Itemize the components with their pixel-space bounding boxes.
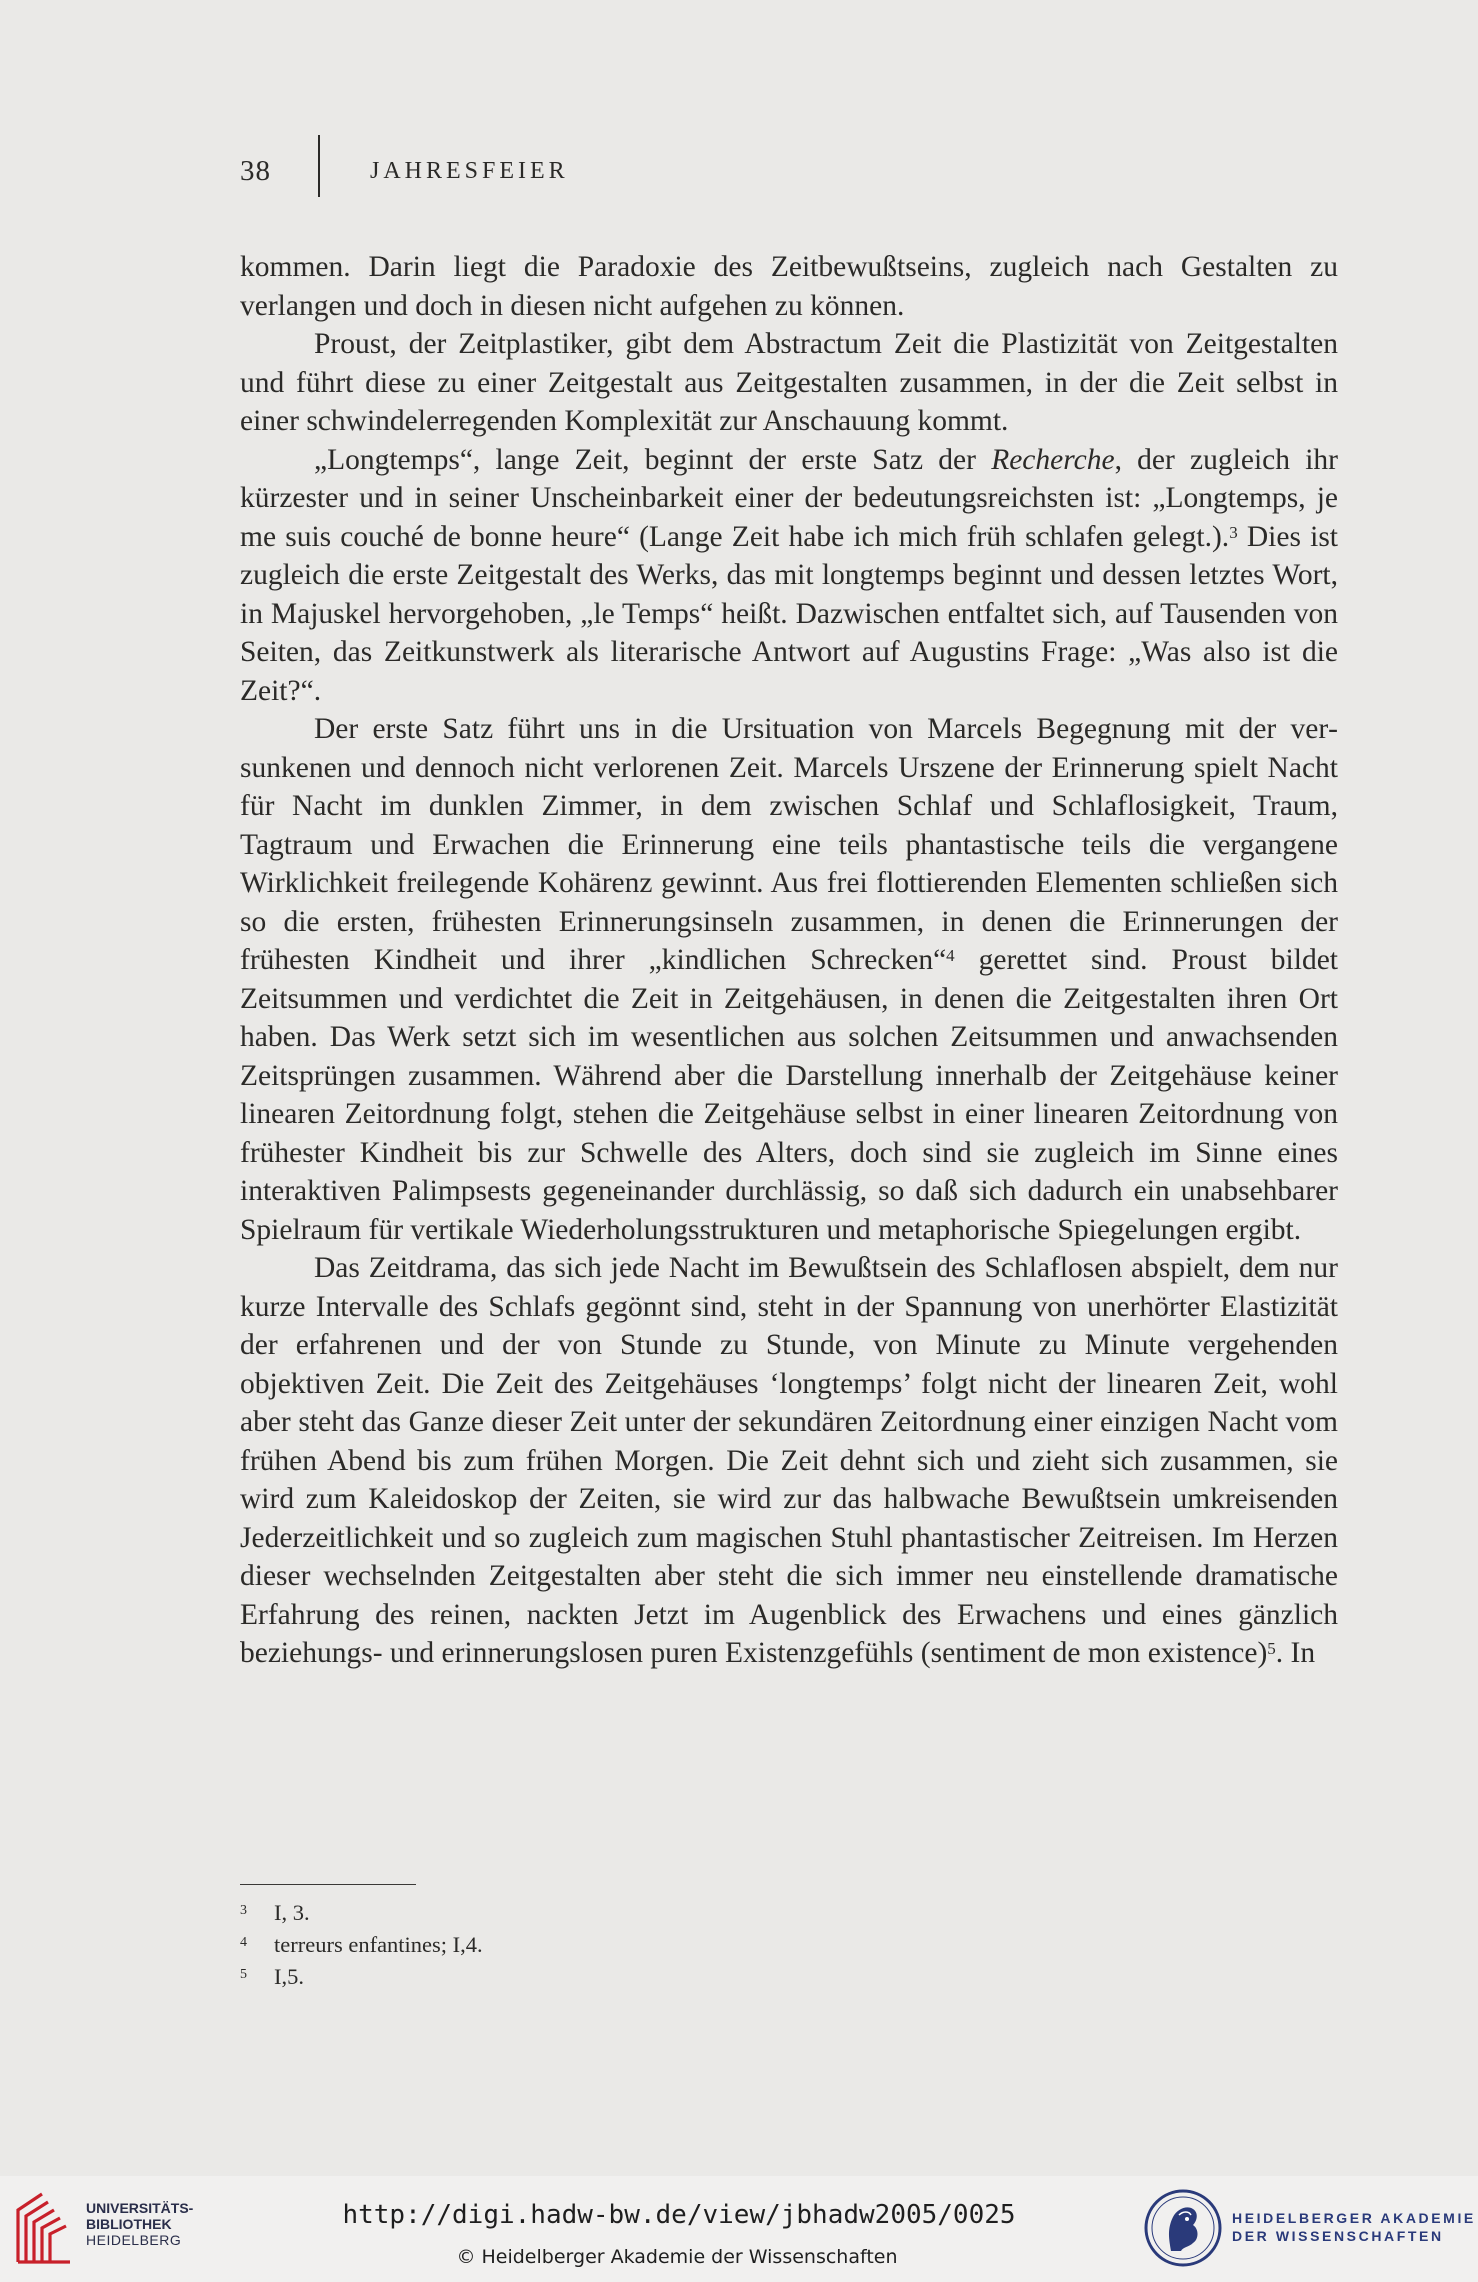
library-line-3: HEIDELBERG	[86, 2232, 182, 2248]
header-divider	[318, 135, 320, 197]
footnote	[240, 1897, 483, 1929]
library-line-2: BIBLIOTHEK	[86, 2216, 172, 2232]
page-number: 38	[240, 155, 271, 187]
running-head: JAHRESFEIER	[370, 158, 569, 184]
footnote-mark: 4	[240, 1935, 247, 1950]
paragraph-3-text-c: Dies ist zugleich die erste Zeitgestalt des Werks, das mit longtemps beginnt und dessen letztes Wort, in Majuskel hervorgehoben, „le Temps“ heißt. Dazwischen entfaltet sich, auf Tausenden von Seiten, das Zeitkunstwerk als literarische Antwort auf Augustins Frage: „Was also ist die Zeit?“.	[240, 520, 1338, 707]
footnote-ref-3[interactable]: 3	[1229, 522, 1238, 542]
footnote-ref-5[interactable]: 5	[1267, 1639, 1276, 1658]
academy-line-2: DER WISSENSCHAFTEN	[1232, 2228, 1444, 2244]
paragraph-5-text-a: Das Zeitdrama, das sich jede Nacht im Bewußtsein des Schlaflosen abspielt, dem nur kurze Intervalle des Schlafs gegönnt sind, steht in der Spannung von unerhörter Elastizität der erfahrenen und der von Stunde zu Stunde, von Minute zu Minute vergehenden objektiven Zeit. Die Zeit des Zeitgehäuses ‘longtemps’ folgt nicht der linearen Zeit, wohl aber steht das Ganze dieser Zeit unter der sekundären Zeitordnung einer einzigen Nacht vom frühen Abend bis zum frühen Morgen. Die Zeit dehnt sich und zieht sich zusammen, sie wird zum Kaleidoskop der Zeiten, sie wird zur das halbwache Bewußtsein umkreisenden Jederzeitlichkeit und so zugleich zum magischen Stuhl phantastischer Zeitreisen. Im Herzen dieser wechselnden Zeitgestalten aber steht die sich immer neu einstellende dramatische Erfahrung des reinen, nackten Jetzt im Augenblick des Erwachens und eines gänzlich beziehungs- und erinnerungslosen puren Existenzgefühls (sentiment de mon existence)	[240, 1252, 1338, 1669]
paragraph-3-text-b: , der zugleich ihr kürzester und in seiner Unscheinbarkeit einer der bedeutungsreichsten ist: „Longtemps, je me suis couché de bonne heure“ (Lange Zeit habe ich mich früh schlafen gelegt.).	[240, 443, 1338, 553]
footnote	[240, 1961, 483, 1993]
paragraph-2: Proust, der Zeitplastiker, gibt dem Abstractum Zeit die Plastizität von Zeitgestalten und führt diese zu einer Zeitgestalt aus Zeitgestalten zusammen, in der die Zeit selbst in einer schwindelerregenden Komplexität zur Anschauung kommt.	[240, 328, 1338, 437]
copyright-text: © Heidelberger Akademie der Wissenschaften	[456, 2246, 898, 2268]
footnote-divider	[240, 1884, 416, 1885]
paragraph-1: kommen. Darin liegt die Paradoxie des Zeitbewußtseins, zugleich nach Gestalten zu verlangen und doch in diesen nicht aufgehen zu können.	[240, 251, 1338, 322]
footnote-text: I,5.	[274, 1964, 304, 1989]
footnote	[240, 1929, 483, 1961]
copyright-notice	[0, 2246, 1478, 2268]
paragraph-3-text-a: „Longtemps“, lange Zeit, beginnt der erste Satz der	[314, 443, 992, 476]
academy-seal-icon	[1143, 2185, 1223, 2271]
academy-line-1: HEIDELBERGER AKADEMIE	[1232, 2210, 1476, 2226]
footnote-text: I, 3.	[274, 1900, 310, 1925]
library-line-1: UNIVERSITÄTS-	[86, 2200, 194, 2216]
paragraph-4-text-b: gerettet sind. Proust bildet Zeitsummen und verdichtet die Zeit in Zeitgehäusen, in denen die Zeitgestalten ihren Ort haben. Das Werk setzt sich im wesentlichen aus solchen Zeitsummen und anwachsenden Zeitsprüngen zusammen. Während aber die Darstellung innerhalb der Zeitgehäuse keiner linearen Zeitordnung folgt, stehen die Zeitgehäuse selbst in einer linearen Zeitordnung von frühester Kindheit bis zur Schwelle des Alters, doch sind sie zugleich im Sinne eines interaktiven Palimpsests gegeneinander durchlässig, so daß sich dadurch ein unabsehbarer Spielraum für vertikale Wiederholungsstrukturen und metaphorische Spiegelungen ergibt.	[240, 944, 1338, 1246]
paragraph-3	[240, 441, 1338, 711]
footnote-mark: 5	[240, 1967, 247, 1982]
paragraph-5-text-b: . In	[1275, 1637, 1316, 1669]
paragraph-5	[240, 1249, 1338, 1673]
academy-name	[1232, 2209, 1476, 2245]
footnote-mark: 3	[240, 1903, 247, 1918]
body-text	[240, 248, 1338, 1673]
footnote-ref-4[interactable]: 4	[946, 946, 955, 965]
footnote-text: terreurs enfantines; I,4.	[274, 1932, 483, 1957]
paragraph-4	[240, 710, 1338, 1249]
source-url-text[interactable]: http://digi.hadw-bw.de/view/jbhadw2005/0025	[342, 2200, 1016, 2230]
recherche-title: Recherche	[991, 443, 1115, 476]
footnotes	[240, 1897, 483, 1993]
paragraph-4-text-a: Der erste Satz führt uns in die Ursituation von Marcels Begegnung mit der versunkenen und dennoch nicht verlorenen Zeit. Marcels Urszene der Erinnerung spielt Nacht für Nacht im dunklen Zimmer, in dem zwischen Schlaf und Schlaflosigkeit, Traum, Tagtraum und Erwachen die Erinnerung eine teils phantastische teils die vergangene Wirklichkeit freilegende Kohärenz gewinnt. Aus frei flottierenden Elementen schließen sich so die ersten, frühesten Erinnerungsinseln zusammen, in denen die Erinnerungen der frühesten Kindheit und ihrer „kindlichen Schrecken“	[240, 713, 1338, 976]
